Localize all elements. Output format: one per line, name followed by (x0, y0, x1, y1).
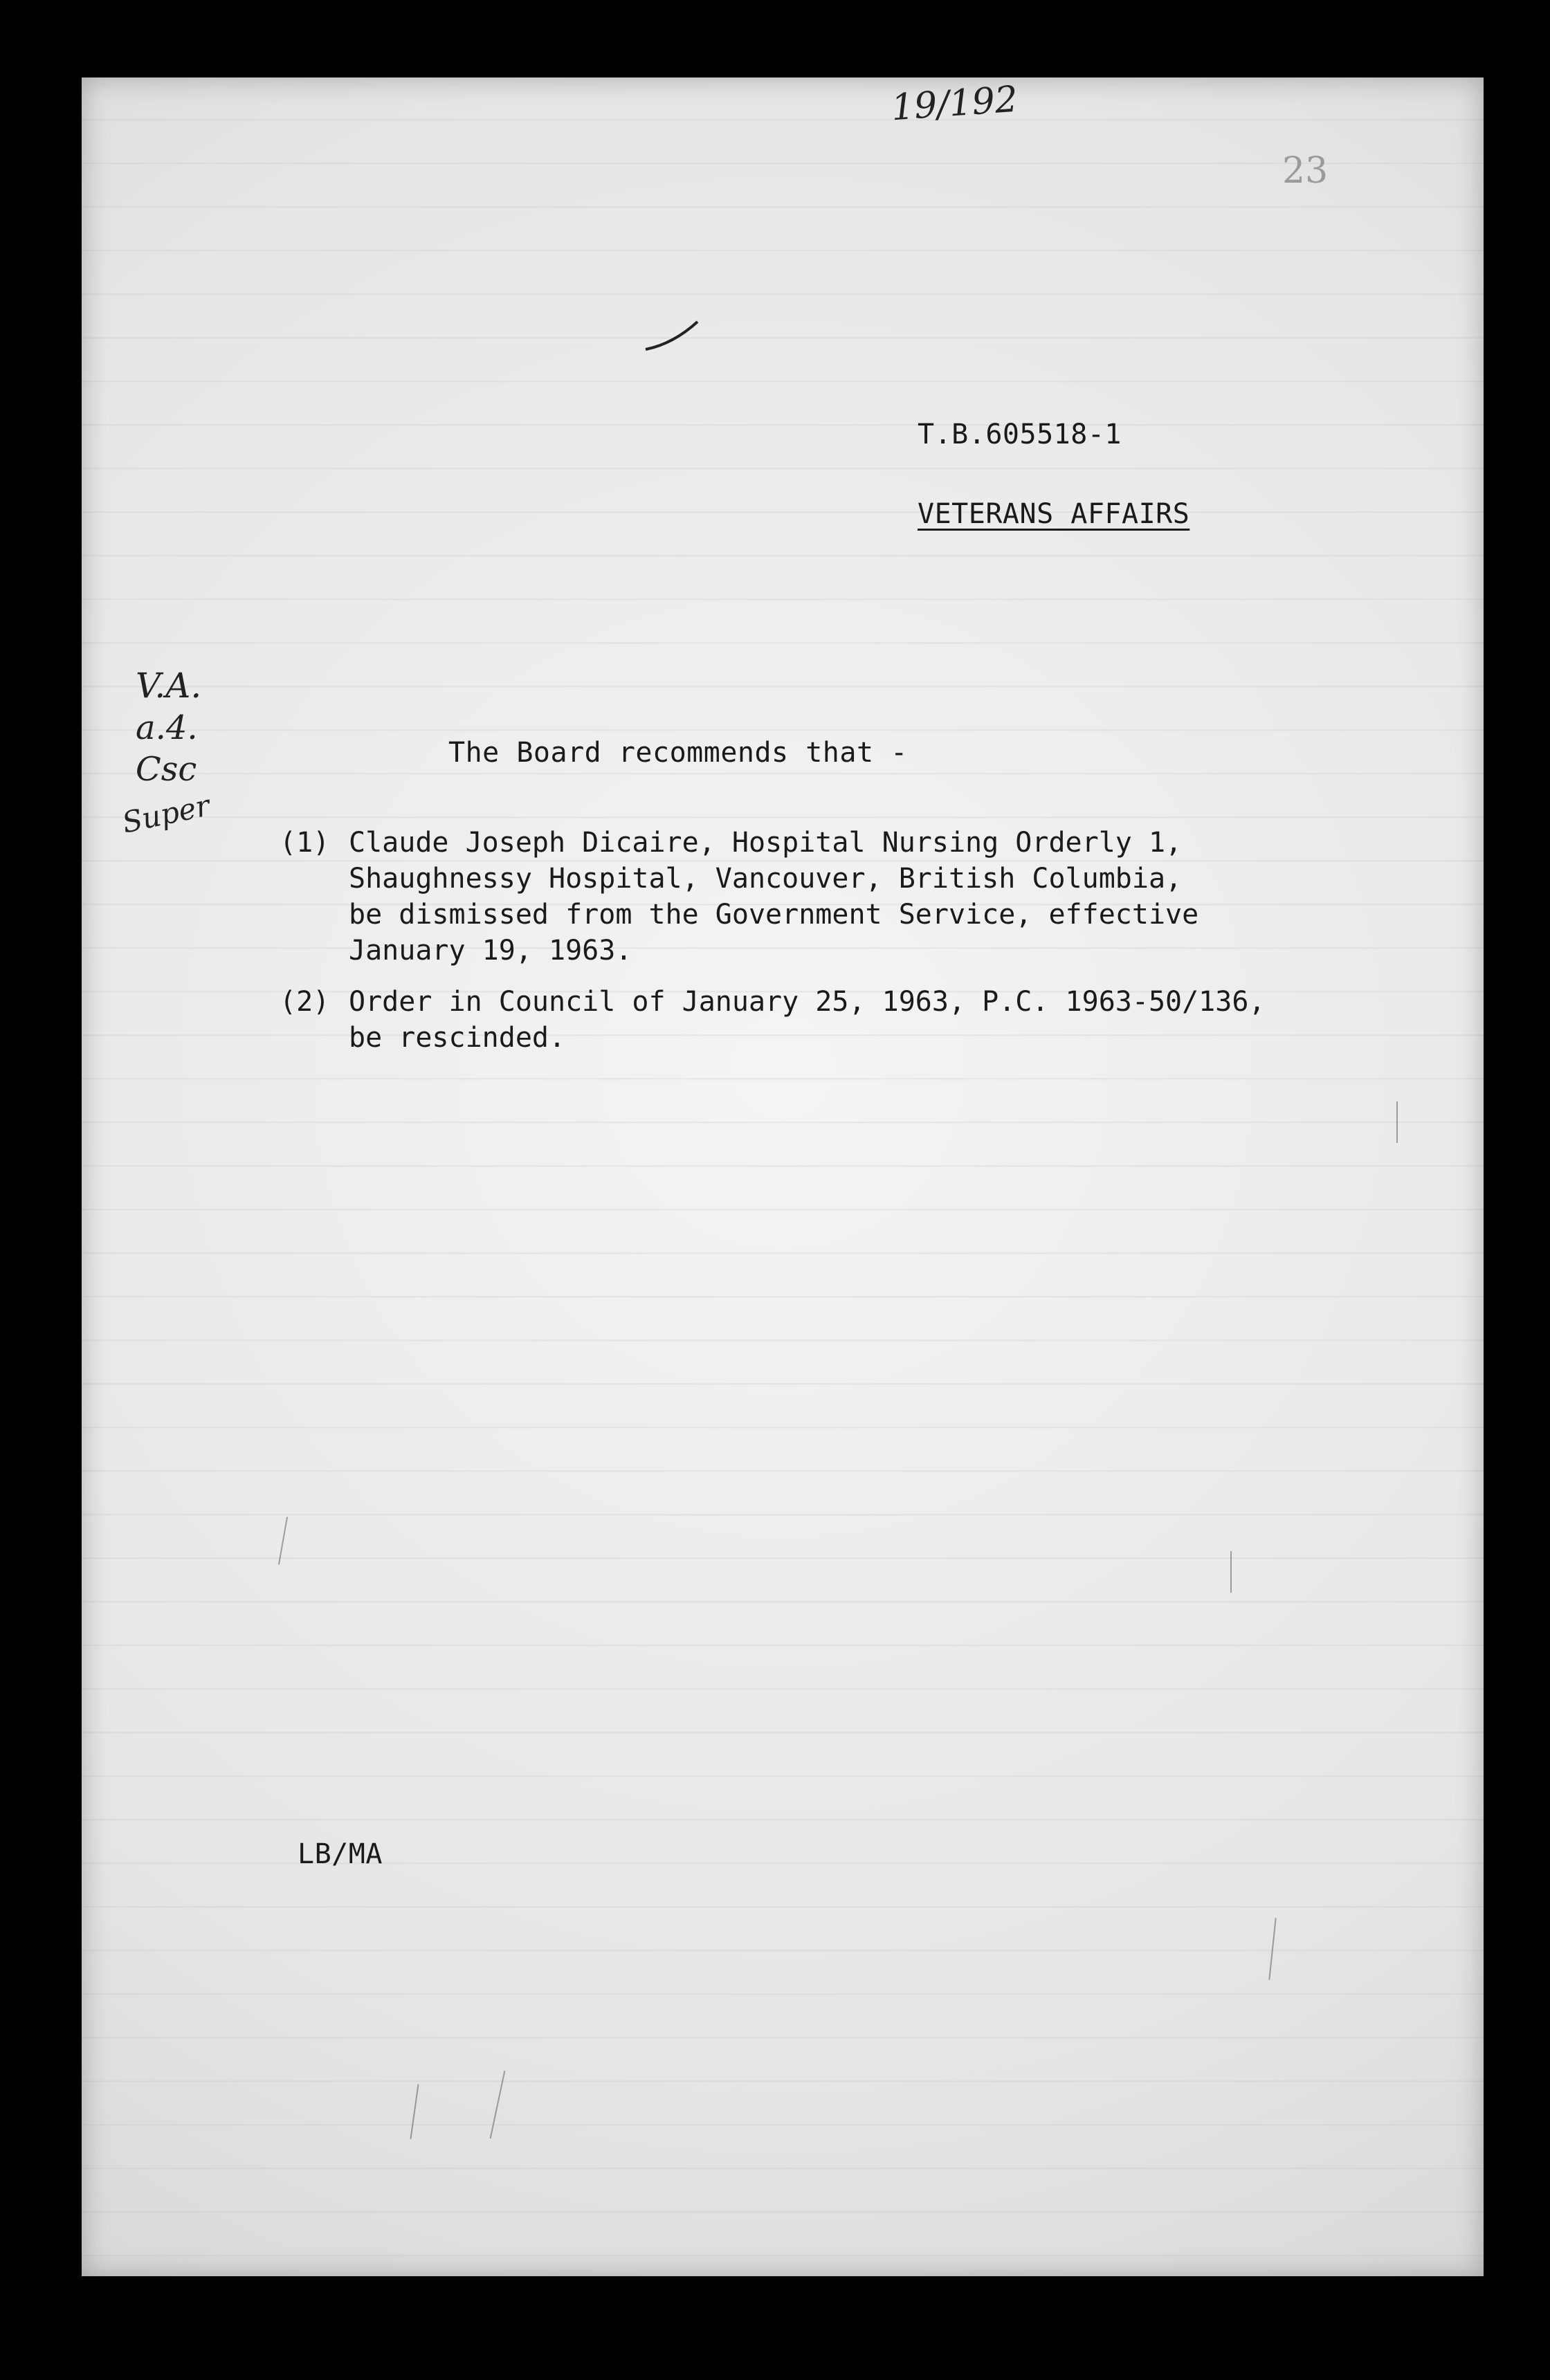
item-line: Shaughnessy Hospital, Vancouver, British Columbia, (349, 863, 1183, 895)
reference-number: T.B.605518-1 (918, 419, 1122, 450)
check-mark-icon (642, 316, 704, 358)
intro-text: The Board recommends that - (448, 737, 908, 769)
item-line: Order in Council of January 25, 1963, P.C. 1963-50/136, (349, 986, 1266, 1018)
item-line: be dismissed from the Government Service, effective (349, 899, 1199, 931)
item-text (349, 984, 1266, 1056)
item-line: January 19, 1963. (349, 935, 632, 967)
file-number-handwritten: 19/192 (890, 78, 1019, 129)
scan-scratch (1396, 1101, 1398, 1143)
page-number: 23 (1282, 150, 1329, 192)
scan-scratch (278, 1517, 288, 1564)
item-text (349, 825, 1198, 969)
margin-initial-4: Super (119, 788, 213, 840)
item-line: be rescinded. (349, 1022, 566, 1054)
scan-scratch (410, 2084, 419, 2139)
typist-initials: LB/MA (298, 1838, 383, 1870)
item-line: Claude Joseph Dicaire, Hospital Nursing Orderly 1, (349, 827, 1183, 859)
margin-initial-1: V.A. (136, 666, 202, 706)
margin-initial-3: Csc (136, 750, 197, 789)
scan-scratch (1268, 1918, 1276, 1980)
scan-scratch (1230, 1551, 1232, 1593)
scan-scratch (490, 2071, 506, 2139)
margin-initial-2: a.4. (136, 708, 198, 747)
item-number: (1) (280, 827, 330, 859)
item-number: (2) (280, 986, 330, 1018)
document-page (82, 77, 1484, 2276)
department-heading: VETERANS AFFAIRS (918, 498, 1190, 530)
